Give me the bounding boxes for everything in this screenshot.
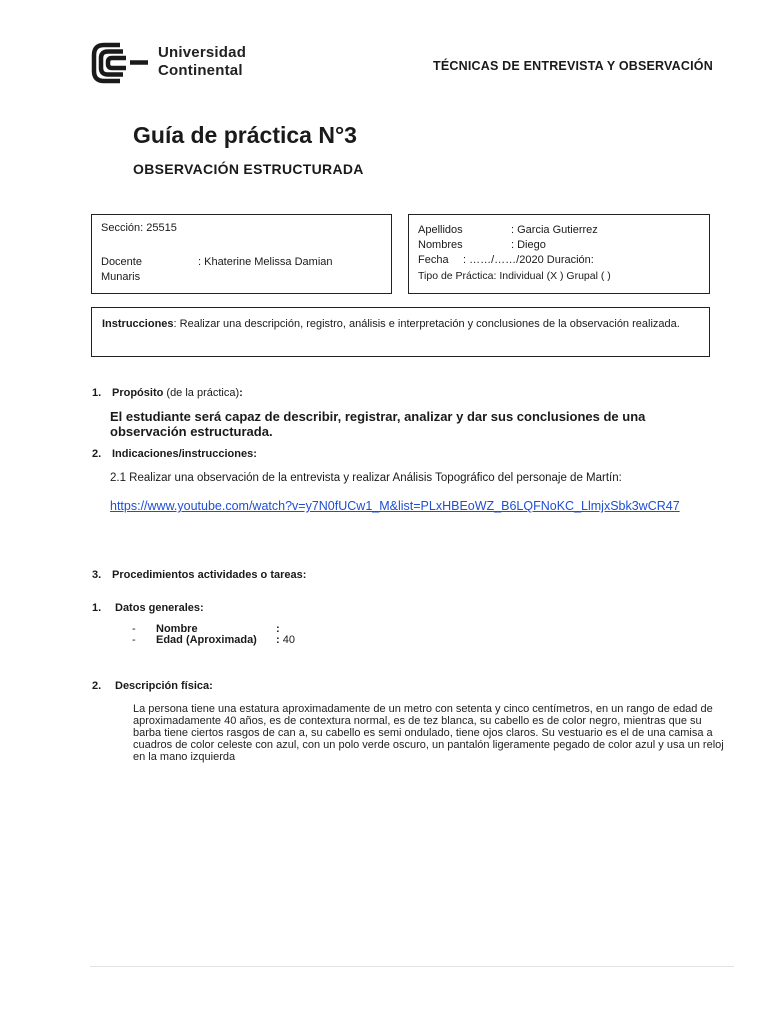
section-colon: : — [239, 387, 243, 399]
list-dash: - — [132, 634, 136, 646]
tipo-practica: Tipo de Práctica: Individual (X ) Grupal ( ) — [418, 270, 611, 282]
docente-value: : Khaterine Melissa Damian — [198, 256, 333, 268]
edad-value: 40 — [279, 634, 295, 646]
instructions-box — [91, 307, 710, 357]
purpose-text: El estudiante será capaz de describir, registrar, analizar y dar sus conclusiones de una observación estructurada. — [110, 409, 646, 439]
nombre-label: Nombre — [156, 623, 198, 635]
list-item — [132, 635, 432, 646]
edad-colon: : — [276, 634, 280, 646]
page-subtitle: OBSERVACIÓN ESTRUCTURADA — [133, 161, 364, 177]
page-divider — [90, 966, 734, 967]
section-number: 1. — [92, 602, 102, 614]
datos-generales-heading — [92, 602, 204, 614]
section-procedures-heading — [92, 569, 306, 581]
fecha-label: Fecha — [418, 254, 449, 266]
section-info-box — [91, 214, 392, 294]
course-title: TÉCNICAS DE ENTREVISTA Y OBSERVACIÓN — [433, 59, 713, 73]
datos-generales-list — [132, 624, 432, 646]
fecha-value: : ……/……/2020 Duración: — [463, 254, 594, 266]
page-title: Guía de práctica N°3 — [133, 122, 357, 148]
descripcion-fisica-text: La persona tiene una estatura aproximadamente de un metro con setenta y cinco centímetros, en un rango de edad de aproximadamente 40 años, es de contextura normal, es de tez blanca, su cabello es de color negro, mientras que su barba tiene ciertos rasgos de can a, su cabello es semi ondulado, tiene ojos claros. Su vestuario es el de una camisa a cuadros de color celeste con azul, con un polo verde oscuro, un pantalón ligeramente pegado de color azul y usa un reloj en la mano izquierda — [133, 703, 724, 763]
university-logo — [90, 40, 260, 86]
nombre-colon: : — [276, 623, 280, 635]
list-dash: - — [132, 623, 136, 635]
section-indications-heading — [92, 448, 257, 460]
apellidos-value: : Garcia Gutierrez — [511, 224, 598, 236]
nombres-value: : Diego — [511, 239, 546, 251]
section-subtitle: (de la práctica) — [163, 387, 240, 399]
docente-value-cont: Munaris — [101, 271, 141, 283]
section-number: 2. — [92, 448, 102, 460]
section-title: Datos generales: — [115, 602, 204, 614]
indication-text: 2.1 Realizar una observación de la entrevista y realizar Análisis Topográfico del personaje de Martín: — [110, 472, 622, 484]
apellidos-label: Apellidos — [418, 224, 463, 236]
section-title: Indicaciones/instrucciones: — [112, 448, 257, 460]
logo-text — [158, 44, 246, 80]
section-title: Descripción física: — [115, 680, 213, 692]
instructions-label: Instrucciones — [102, 318, 174, 330]
seccion-field: Sección: 25515 — [101, 222, 177, 234]
section-title: Procedimientos actividades o tareas: — [112, 569, 307, 581]
section-number: 3. — [92, 569, 102, 581]
student-info-box — [408, 214, 710, 294]
section-purpose-heading — [92, 387, 243, 399]
section-title: Propósito — [112, 387, 164, 399]
section-number: 2. — [92, 680, 102, 692]
logo-line1: Universidad — [158, 44, 247, 61]
logo-line2: Continental — [158, 62, 243, 79]
instructions-text: : Realizar una descripción, registro, análisis e interpretación y conclusiones de la observación realizada. — [173, 318, 680, 330]
youtube-link[interactable]: https://www.youtube.com/watch?v=y7N0fUCw1_M&list=PLxHBEoWZ_B6LQFNoKC_LlmjxSbk3wCR47 — [110, 499, 680, 513]
docente-label: Docente — [101, 256, 142, 268]
descripcion-fisica-heading — [92, 680, 213, 692]
section-number: 1. — [92, 387, 102, 399]
logo-mark-icon — [90, 41, 150, 85]
nombres-label: Nombres — [418, 239, 463, 251]
edad-label: Edad (Aproximada) — [156, 634, 257, 646]
